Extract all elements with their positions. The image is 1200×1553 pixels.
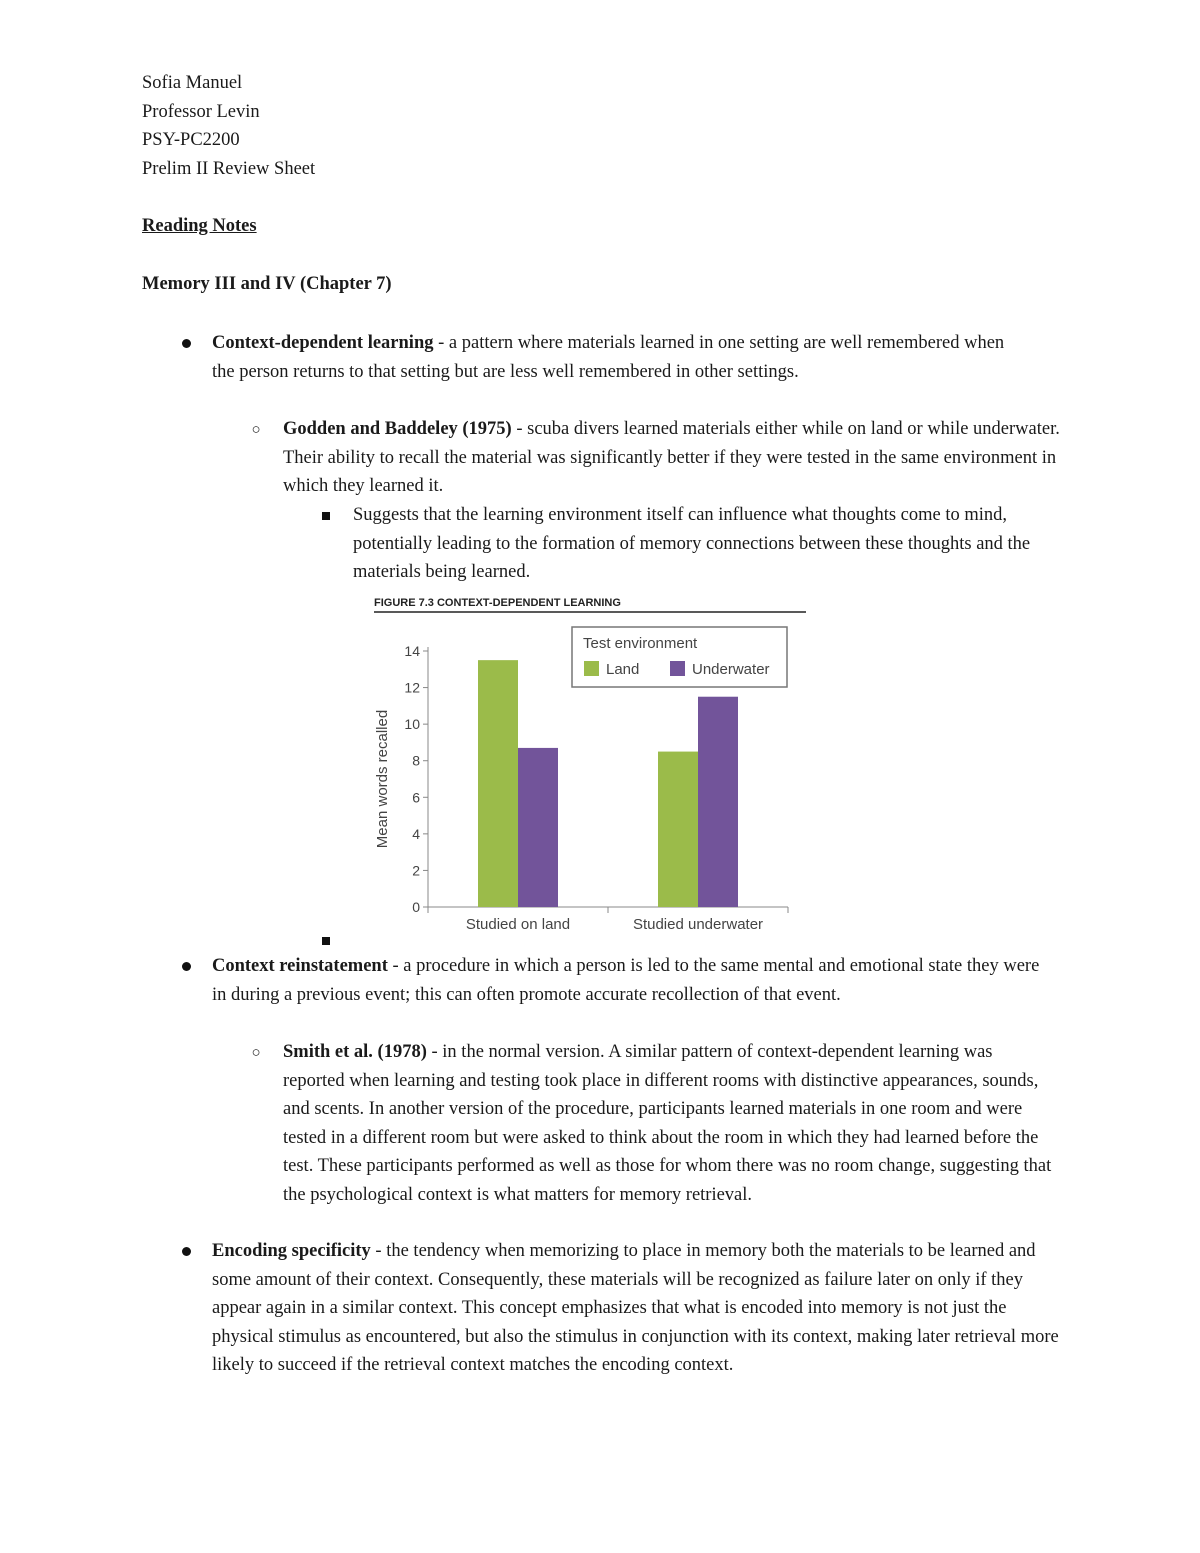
bar-land-2 (658, 752, 698, 907)
list-item-encoding (176, 1237, 1061, 1380)
bullet-square-icon (316, 501, 336, 530)
x-tick-label: Studied on land (465, 916, 571, 933)
bullet-dot-icon (176, 952, 196, 981)
y-tick-label: 0 (412, 899, 420, 915)
list-item-text (283, 1038, 1056, 1210)
legend-title: Test environment (583, 635, 698, 652)
bullet-dot-icon (176, 329, 196, 358)
y-tick-label: 8 (412, 752, 420, 769)
legend-label-underwater: Underwater (692, 661, 770, 678)
legend-swatch-underwater (670, 661, 685, 676)
y-tick-label: 2 (412, 862, 420, 879)
list-item-godden (246, 415, 1066, 501)
x-tick-label: Studied underwater (632, 916, 764, 933)
list-item-text (283, 415, 1066, 501)
y-tick-label: 12 (404, 679, 420, 696)
list-item-text (212, 952, 1051, 1009)
legend-label-land: Land (606, 661, 640, 678)
chart-legend (572, 627, 787, 687)
term-label: Encoding specificity (212, 1241, 371, 1261)
list-item-text: Suggests that the learning environment itself can influence what thoughts come to mind, potentially leading to the formation of memory connections between these thoughts and the materials being learned. (353, 505, 1031, 583)
chart-bars (478, 660, 738, 907)
bar-land-1 (478, 660, 518, 907)
list-item-text (212, 329, 1016, 386)
y-tick-label: 4 (412, 825, 420, 842)
definition-text: - the tendency when memorizing to place in memory both the materials to be learned and some amount of their context. Consequently, these materials will be recognized as failure later on only if they appear again in a similar context. This concept emphasizes that what is encoded into memory is not just the physical stimulus as encountered, but also the stimulus in conjunction with its context, making later retrieval more likely to succeed if the retrieval context matches the encoding context. (212, 1241, 1059, 1376)
term-label: Context-dependent learning (212, 333, 434, 353)
document-header (142, 69, 315, 183)
bullet-dot-icon (176, 1237, 196, 1266)
y-axis-label: Mean words recalled (374, 709, 391, 849)
bar-underwater-2 (698, 697, 738, 907)
student-name: Sofia Manuel (142, 73, 243, 93)
figure-label: FIGURE 7.3 CONTEXT-DEPENDENT LEARNING (374, 597, 621, 609)
bullet-ring-icon: ○ (251, 1045, 261, 1061)
list-item-smith (246, 1038, 1056, 1210)
context-dependent-learning-chart (360, 590, 810, 935)
term-label: Smith et al. (1978) (283, 1042, 427, 1062)
definition-text: - a pattern where materials learned in one setting are well remembered when the person returns to that setting but are less well remembered in other settings. (212, 333, 1005, 382)
bullet-square-icon (316, 926, 336, 955)
definition-text: - in the normal version. A similar pattern of context-dependent learning was reported when learning and testing took place in different rooms with distinctive appearances, sounds, and scents. In another version of the procedure, participants learned materials in one room and were tested in a different room but were asked to think about the room in which they had learned before the test. These participants performed as well as those for whom there was no room change, suggesting that the psychological context is what matters for memory retrieval. (283, 1042, 1052, 1205)
y-tick-label: 10 (404, 716, 420, 733)
professor-name: Professor Levin (142, 101, 260, 122)
section-title: Reading Notes (142, 216, 257, 236)
y-tick-label: 6 (412, 789, 420, 806)
definition-text: - scuba divers learned materials either while on land or while underwater. Their ability to recall the material was significantly better if they were tested in the same environment in which they learned it. (283, 419, 1060, 497)
list-item-reinstatement (176, 952, 1051, 1009)
course-code: PSY-PC2200 (142, 130, 240, 151)
legend-swatch-land (584, 661, 599, 676)
bullet-ring-icon: ○ (251, 422, 261, 438)
term-label: Godden and Baddeley (1975) (283, 419, 512, 439)
chapter-title: Memory III and IV (Chapter 7) (142, 274, 392, 294)
list-item-text (212, 1237, 1061, 1380)
definition-text: - a procedure in which a person is led to the same mental and emotional state they were in during a previous event; this can often promote accurate recollection of that event. (212, 956, 1040, 1005)
term-label: Context reinstatement (212, 956, 388, 976)
list-item-suggests (316, 501, 1046, 587)
list-item-context-dependent (176, 329, 1016, 386)
bar-underwater-1 (518, 748, 558, 907)
document-title: Prelim II Review Sheet (142, 158, 316, 179)
y-tick-label: 14 (404, 643, 420, 659)
